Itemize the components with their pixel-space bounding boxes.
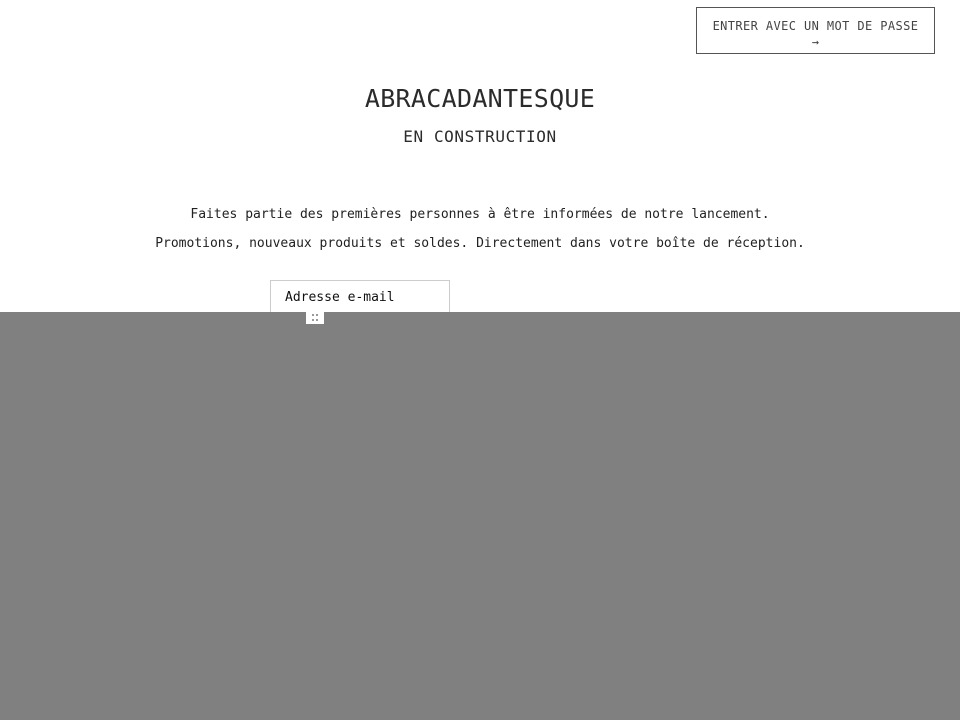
password-entry-label: ENTRER AVEC UN MOT DE PASSE (712, 18, 919, 33)
arrow-right-icon: → (811, 34, 820, 49)
email-field[interactable] (270, 280, 450, 315)
signup-message-line-2: Promotions, nouveaux produits et soldes. Directement dans votre boîte de réception. (155, 236, 805, 251)
drag-handle-icon[interactable] (306, 312, 324, 324)
signup-message-line-1: Faites partie des premières personnes à être informées de notre lancement. (190, 207, 770, 222)
store-status: EN CONSTRUCTION (403, 127, 557, 146)
password-entry-button[interactable] (696, 7, 935, 54)
store-name: ABRACADANTESQUE (364, 84, 596, 113)
popup-overlay[interactable] (0, 312, 960, 720)
